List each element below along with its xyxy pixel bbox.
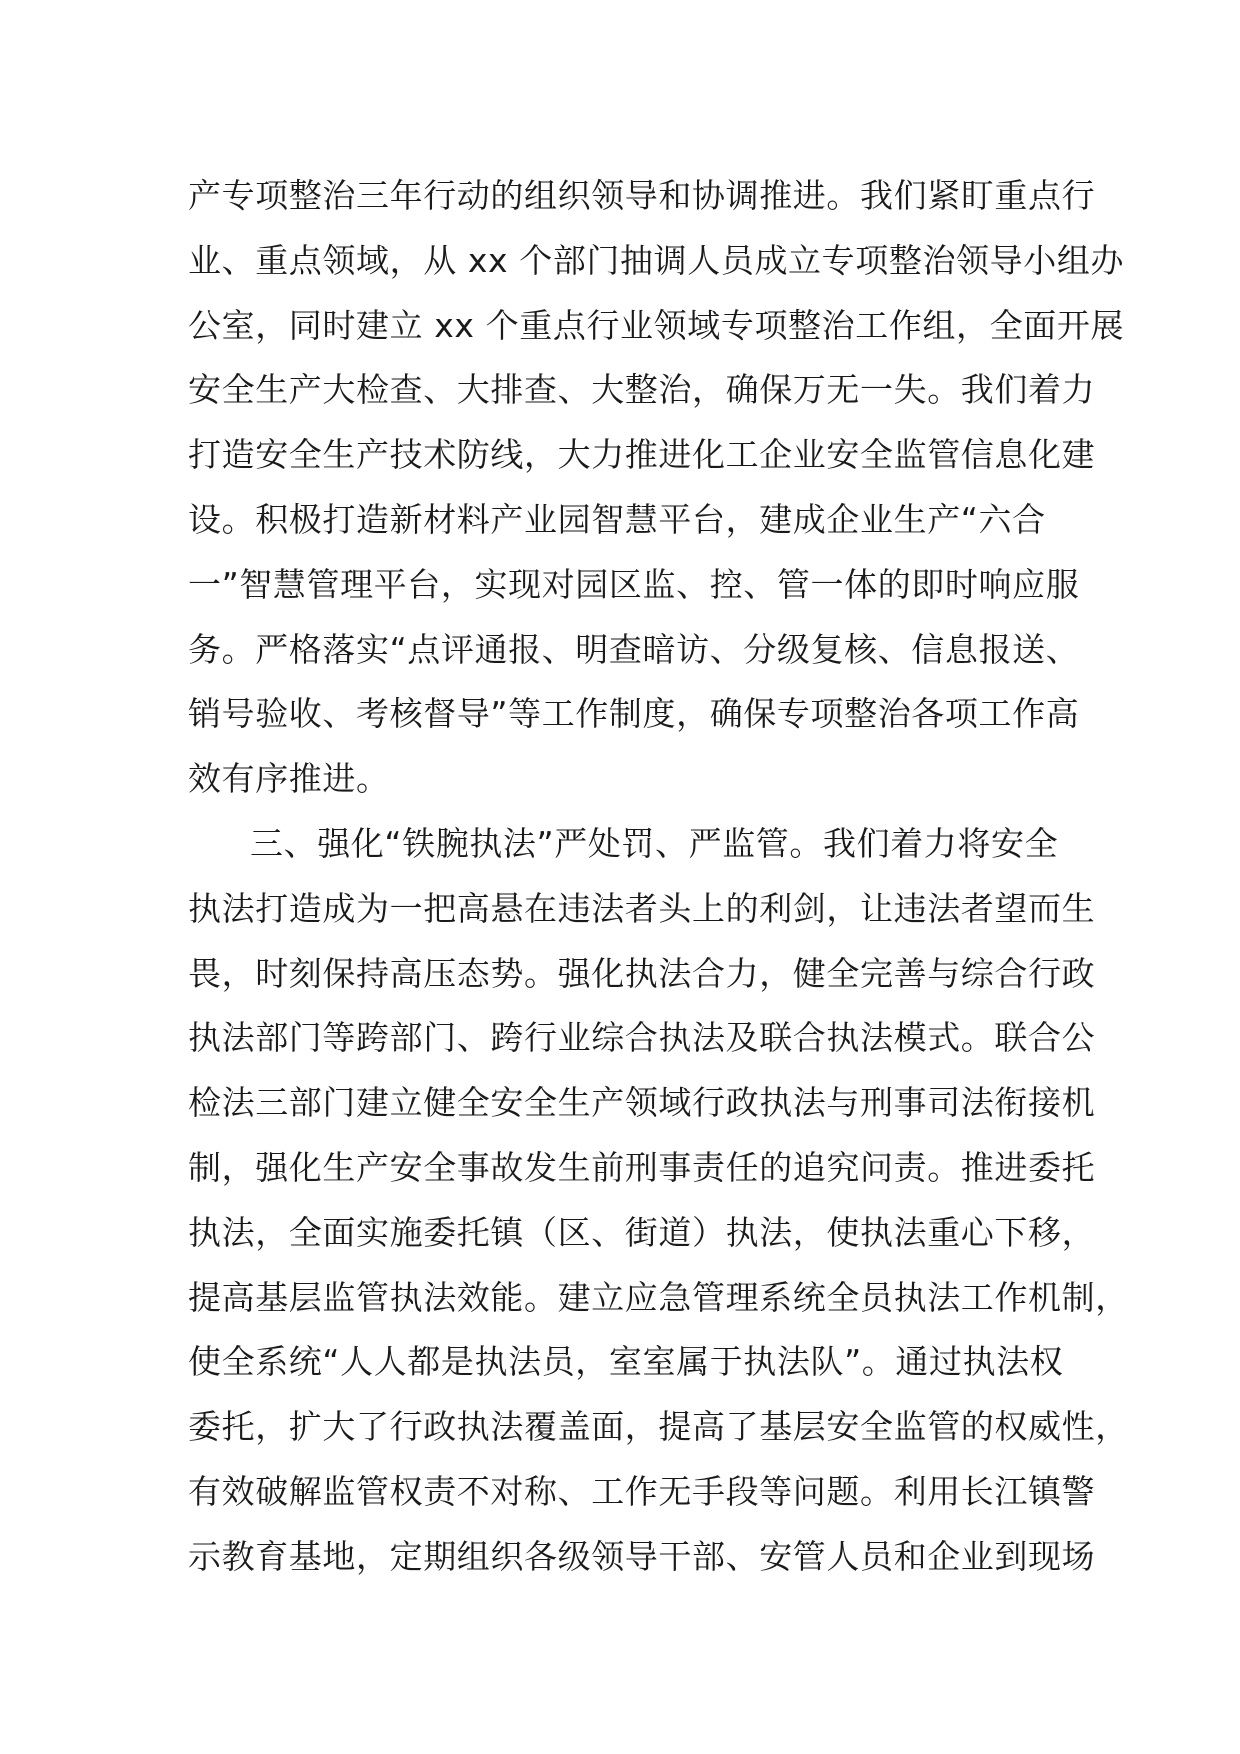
section-heading-line: 三、强化“铁腕执法”严处罚、严监管。我们着力将安全: [250, 823, 1059, 863]
text-line: 制，强化生产安全事故发生前刑事责任的追究问责。推进委托: [188, 1147, 1096, 1187]
text-line: 务。严格落实“点评通报、明查暗访、分级复核、信息报送、: [188, 629, 1080, 669]
text-line: 安全生产大检查、大排查、大整治，确保万无一失。我们着力: [188, 370, 1096, 410]
text-line: 销号验收、考核督导”等工作制度，确保专项整治各项工作高: [188, 694, 1080, 734]
text-line: 打造安全生产技术防线，大力推进化工企业安全监管信息化建: [188, 435, 1096, 475]
text-line: 执法打造成为一把高悬在违法者头上的利剑，让违法者望而生: [188, 888, 1096, 928]
text-line: 使全系统“人人都是执法员，室室属于执法队”。通过执法权: [188, 1342, 1064, 1382]
text-line: 畏，时刻保持高压态势。强化执法合力，健全完善与综合行政: [188, 953, 1096, 993]
text-line: 示教育基地，定期组织各级领导干部、安管人员和企业到现场: [188, 1536, 1096, 1576]
text-line: 执法部门等跨部门、跨行业综合执法及联合执法模式。联合公: [188, 1018, 1096, 1058]
text-line: 产专项整治三年行动的组织领导和协调推进。我们紧盯重点行: [188, 176, 1096, 215]
text-line: 设。积极打造新材料产业园智慧平台，建成企业生产“六合: [188, 499, 1046, 539]
text-line: 公室，同时建立 xx 个重点行业领域专项整治工作组，全面开展: [188, 305, 1125, 345]
text-line: 业、重点领域，从 xx 个部门抽调人员成立专项整治领导小组办: [188, 240, 1125, 280]
text-line: 执法，全面实施委托镇（区、街道）执法，使执法重心下移，: [188, 1212, 1096, 1252]
text-line: 有效破解监管权责不对称、工作无手段等问题。利用长江镇警: [188, 1471, 1096, 1511]
text-line: 提高基层监管执法效能。建立应急管理系统全员执法工作机制，: [188, 1277, 1129, 1317]
text-line: 委托，扩大了行政执法覆盖面，提高了基层安全监管的权威性，: [188, 1407, 1129, 1447]
body-text: [188, 164, 1129, 1590]
text-line: 一”智慧管理平台，实现对园区监、控、管一体的即时响应服: [188, 564, 1080, 604]
text-line: 检法三部门建立健全安全生产领域行政执法与刑事司法衔接机: [188, 1083, 1096, 1123]
text-line: 效有序推进。: [188, 759, 390, 799]
